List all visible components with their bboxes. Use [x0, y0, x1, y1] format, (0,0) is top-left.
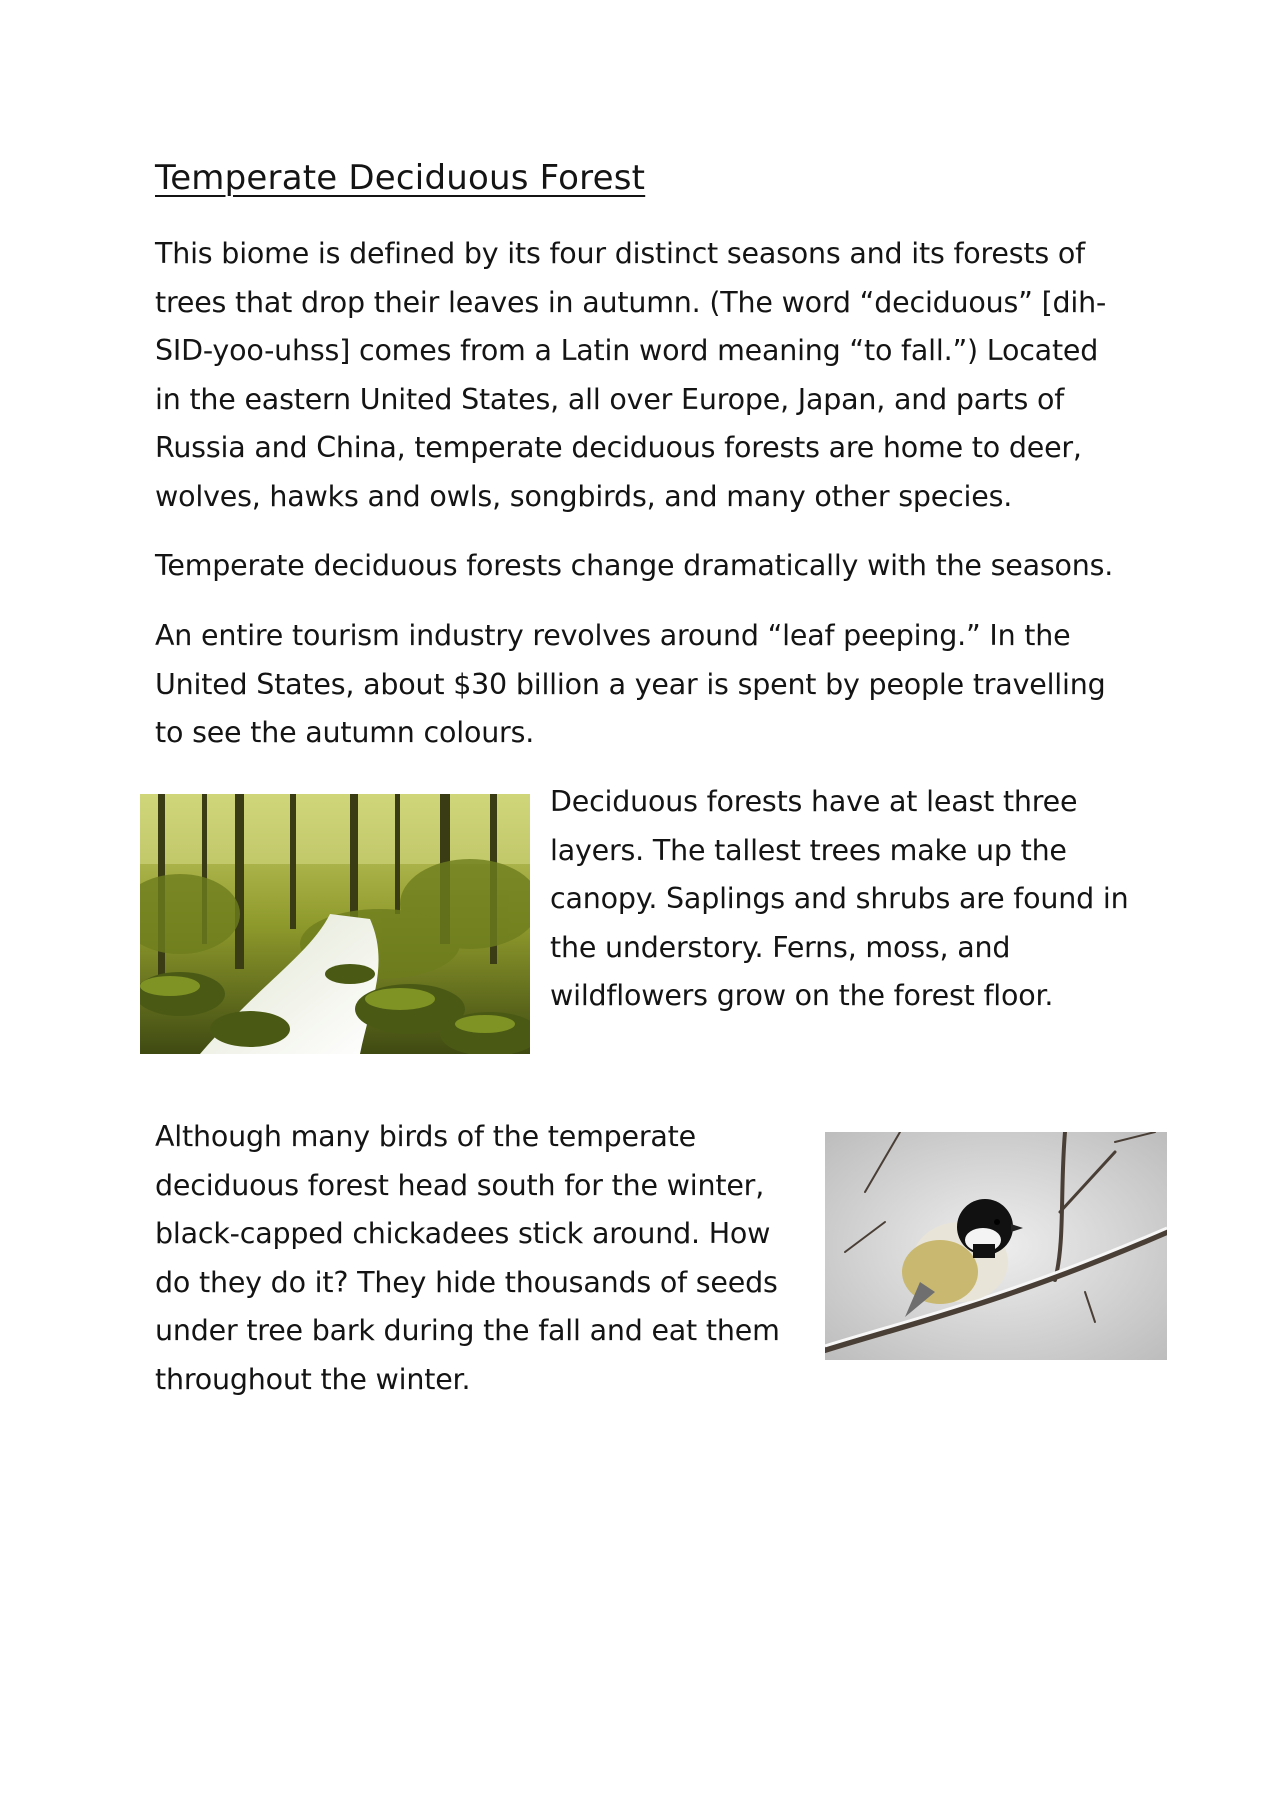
- chickadee-image: [825, 1132, 1167, 1360]
- seasons-paragraph: Temperate deciduous forests change dramatically with the seasons.: [155, 549, 1114, 582]
- chickadee-photo: [825, 1132, 1167, 1360]
- page-title: Temperate Deciduous Forest: [155, 158, 646, 198]
- forest-stream-image: [140, 794, 530, 1054]
- chickadee-paragraph: Although many birds of the temperate deciduous forest head south for the winter, black-capped chickadees stick around. How do they do it? They hide thousands of seeds under tree bark during the fall and eat them throughout the winter.: [155, 1120, 780, 1396]
- tourism-paragraph: An entire tourism industry revolves around “leaf peeping.” In the United States, about $30 billion a year is spent by people travelling to see the autumn colours.: [155, 619, 1106, 749]
- forest-layers-paragraph: Deciduous forests have at least three layers. The tallest trees make up the canopy. Saplings and shrubs are found in the understory. Ferns, moss, and wildflowers grow on the forest floor.: [550, 785, 1129, 1012]
- forest-stream-photo: [140, 794, 530, 1054]
- intro-paragraph: This biome is defined by its four distinct seasons and its forests of trees that drop their leaves in autumn. (The word “deciduous” [dih-SID-yoo-uhss] comes from a Latin word meaning “to fall.”) Located in the eastern United States, all over Europe, Japan, and parts of Russia and China, temperate deciduous forests are home to deer, wolves, hawks and owls, songbirds, and many other species.: [155, 237, 1107, 513]
